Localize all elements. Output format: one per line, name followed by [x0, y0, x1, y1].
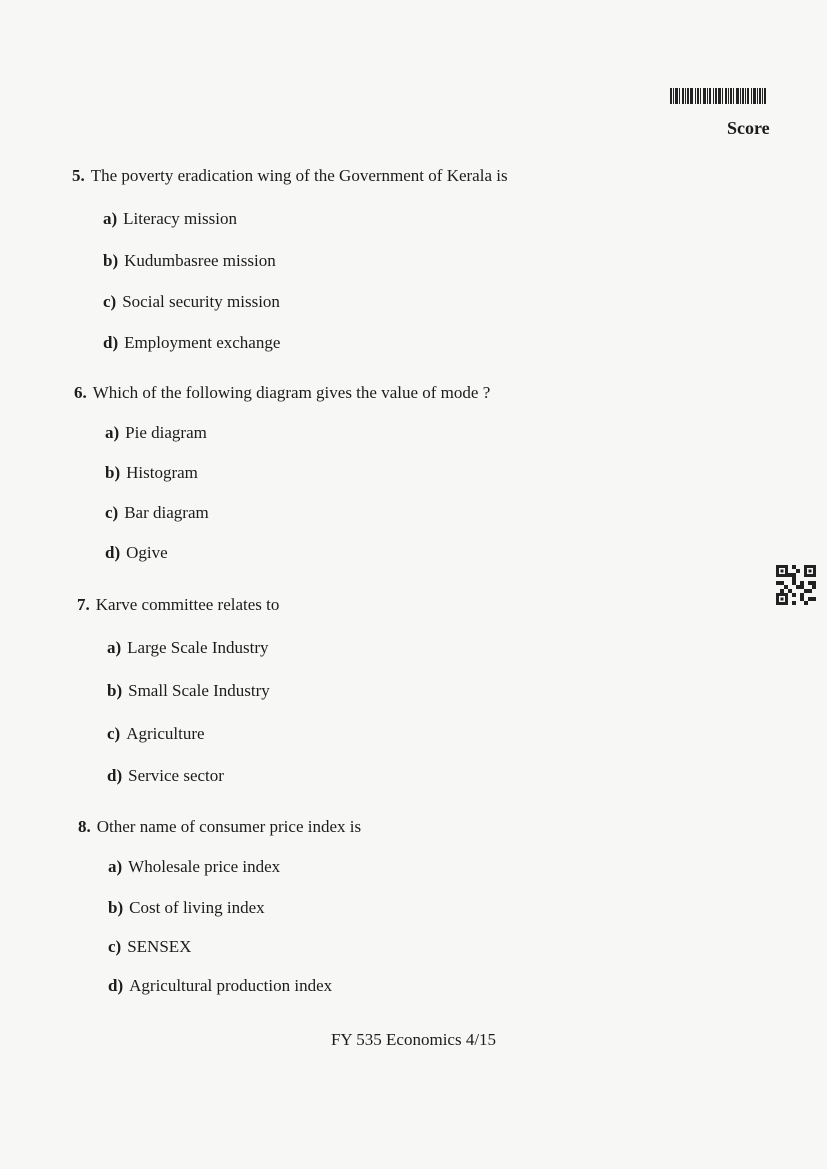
page-footer: FY 535 Economics 4/15: [330, 1030, 497, 1049]
barcode-icon: [670, 88, 780, 104]
question-8-option-d: [108, 976, 332, 996]
option-text: Agricultural production index: [129, 976, 333, 995]
option-letter: c): [107, 724, 121, 743]
question-8-option-b: [108, 898, 265, 918]
option-letter: a): [108, 857, 123, 876]
option-text: Wholesale price index: [128, 857, 281, 876]
question-5-option-c: [103, 292, 280, 312]
option-text: Large Scale Industry: [127, 638, 269, 657]
option-text: Bar diagram: [124, 503, 209, 522]
question-text: Which of the following diagram gives the value of mode ?: [92, 383, 491, 402]
question-6-option-d: [105, 543, 168, 563]
question-number: 7.: [77, 595, 90, 614]
question-6: [74, 383, 490, 403]
option-text: SENSEX: [127, 937, 192, 956]
score-label: Score: [727, 118, 770, 138]
question-number: 6.: [74, 383, 87, 402]
question-8-option-c: [108, 937, 191, 957]
option-text: Cost of living index: [129, 898, 265, 917]
question-7-option-d: [107, 766, 224, 786]
option-text: Histogram: [126, 463, 198, 482]
option-letter: d): [107, 766, 123, 785]
question-7-option-a: [107, 638, 268, 658]
option-text: Ogive: [126, 543, 168, 562]
question-5-option-d: [103, 333, 280, 353]
option-text: Social security mission: [122, 292, 280, 311]
option-letter: a): [103, 209, 118, 228]
option-text: Literacy mission: [123, 209, 237, 228]
question-8: [78, 817, 361, 837]
question-7-option-c: [107, 724, 205, 744]
option-text: Agriculture: [126, 724, 205, 743]
option-letter: a): [105, 423, 120, 442]
option-letter: b): [105, 463, 121, 482]
option-letter: c): [108, 937, 122, 956]
question-7: [77, 595, 279, 615]
question-5-option-a: [103, 209, 237, 229]
option-text: Small Scale Industry: [128, 681, 270, 700]
option-letter: d): [105, 543, 121, 562]
option-letter: a): [107, 638, 122, 657]
option-letter: d): [103, 333, 119, 352]
question-6-option-a: [105, 423, 207, 443]
option-text: Kudumbasree mission: [124, 251, 276, 270]
option-letter: b): [108, 898, 124, 917]
option-letter: c): [103, 292, 117, 311]
option-text: Service sector: [128, 766, 224, 785]
qr-code-icon: [776, 565, 816, 605]
question-6-option-b: [105, 463, 198, 483]
question-5: [72, 166, 508, 186]
question-text: Other name of consumer price index is: [96, 817, 362, 836]
question-8-option-a: [108, 857, 280, 877]
question-number: 8.: [78, 817, 91, 836]
option-text: Pie diagram: [125, 423, 207, 442]
question-6-option-c: [105, 503, 209, 523]
question-number: 5.: [72, 166, 85, 185]
option-letter: c): [105, 503, 119, 522]
option-text: Employment exchange: [124, 333, 281, 352]
question-5-option-b: [103, 251, 276, 271]
option-letter: b): [107, 681, 123, 700]
option-letter: b): [103, 251, 119, 270]
question-text: The poverty eradication wing of the Government of Kerala is: [90, 166, 508, 185]
question-7-option-b: [107, 681, 270, 701]
question-text: Karve committee relates to: [95, 595, 280, 614]
option-letter: d): [108, 976, 124, 995]
